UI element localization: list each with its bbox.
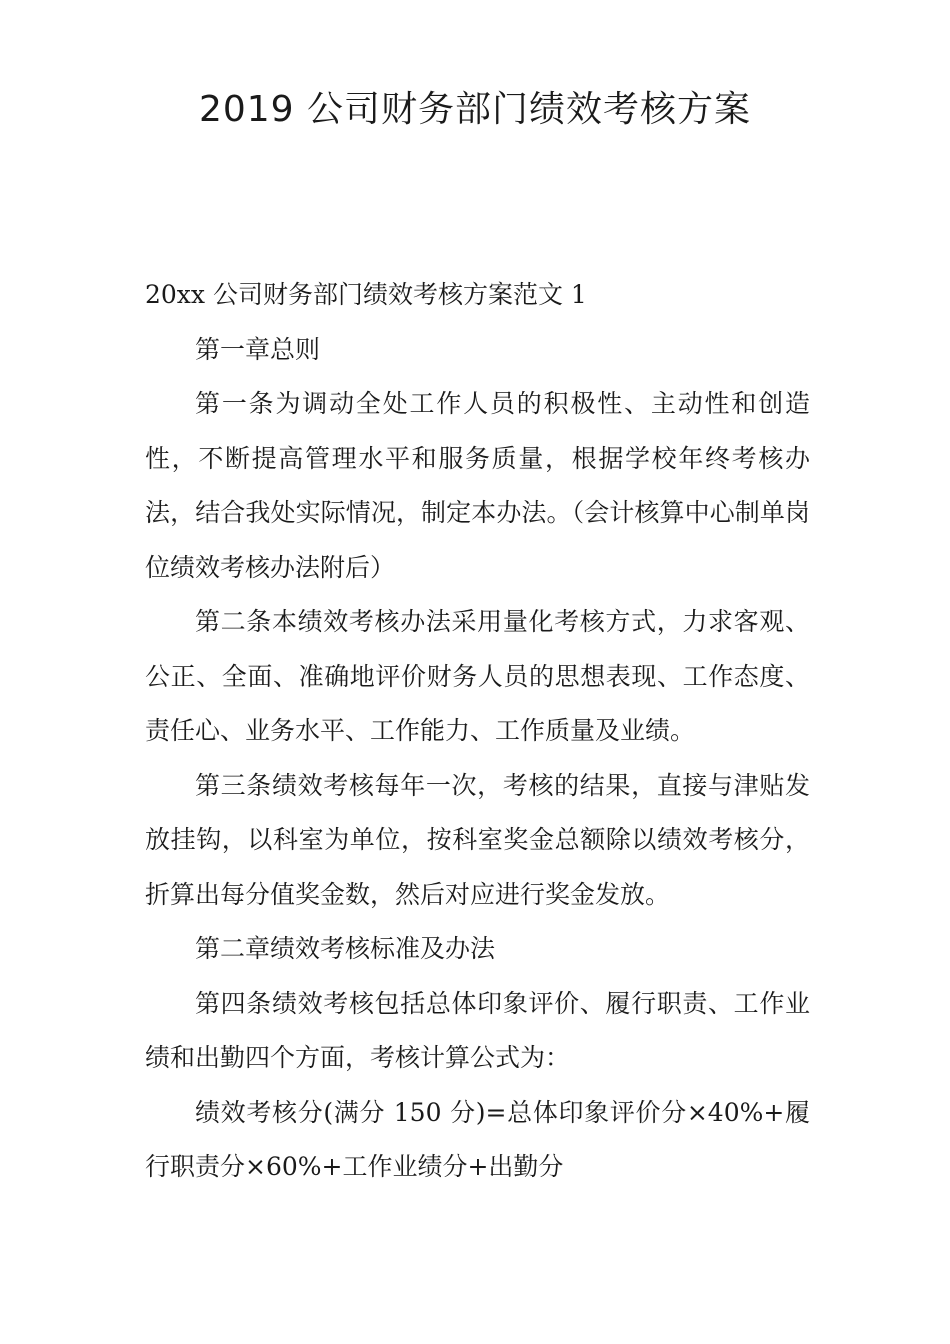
article-2-paragraph: 第二条本绩效考核办法采用量化考核方式，力求客观、公正、全面、准确地评价财务人员的思想表现、工作态度、责任心、业务水平、工作能力、工作质量及业绩。 bbox=[145, 607, 810, 745]
chapter-heading-1: 第一章总则 bbox=[195, 334, 321, 364]
document-subtitle: 20xx 公司财务部门绩效考核方案范文 1 bbox=[145, 280, 587, 309]
chapter-heading-2: 第二章绩效考核标准及办法 bbox=[195, 934, 496, 963]
document-body bbox=[145, 268, 810, 1195]
article-1-paragraph: 第一条为调动全处工作人员的积极性、主动性和创造性，不断提高管理水平和服务质量，根据学校年终考核办法，结合我处实际情况，制定本办法。（会计核算中心制单岗位绩效考核办法附后） bbox=[145, 389, 810, 582]
document-title: 2019 公司财务部门绩效考核方案 bbox=[198, 89, 752, 130]
article-3-paragraph: 第三条绩效考核每年一次，考核的结果，直接与津贴发放挂钩，以科室为单位，按科室奖金总额除以绩效考核分，折算出每分值奖金数，然后对应进行奖金发放。 bbox=[145, 770, 810, 909]
article-4-paragraph: 第四条绩效考核包括总体印象评价、履行职责、工作业绩和出勤四个方面，考核计算公式为： bbox=[145, 988, 810, 1072]
formula-paragraph: 绩效考核分(满分 150 分)=总体印象评价分×40%+履行职责分×60%+工作业绩分+出勤分 bbox=[145, 1097, 810, 1181]
